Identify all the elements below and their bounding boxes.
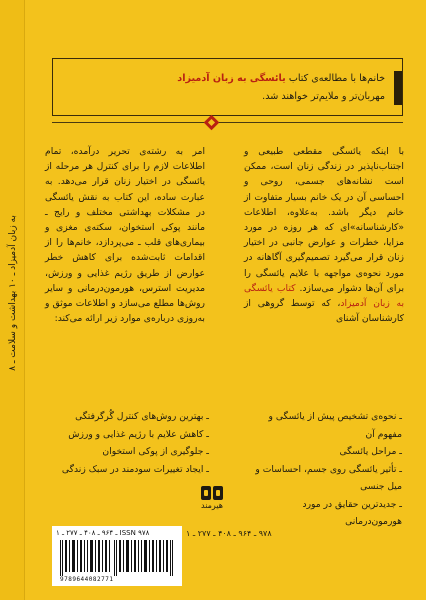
barcode-area	[52, 526, 402, 586]
header-line1-prefix: خانم‌ها با مطالعه‌ی کتاب	[288, 73, 385, 84]
barcode-digits: 9789644082771	[60, 576, 114, 583]
topics-list-left	[54, 408, 209, 478]
header-quote-text	[70, 70, 385, 106]
publisher-name: هیرمند	[201, 501, 223, 510]
header-book-title: یائسگی به زبان آدمیزاد	[177, 73, 286, 84]
topics-list-right	[244, 408, 402, 531]
list-item: ـ جلوگیری از پوکی استخوان	[102, 446, 209, 457]
publisher-logo	[197, 486, 227, 510]
isbn-info-row: ۹۷۸ ـ ۹۶۴ ـ ۴۰۸ ـ ۲۷۷ ـ ۱	[186, 529, 272, 538]
barcode-label	[52, 526, 182, 586]
barcode-icon	[58, 540, 176, 576]
section-divider	[52, 122, 403, 123]
list-item: ـ تأثیر یائسگی روی جسم، احساسات و میل جنسی	[255, 463, 402, 492]
list-item: ـ کاهش علایم با رژیم غذایی و ورزش	[68, 428, 209, 440]
publisher-logo-icon	[201, 486, 223, 500]
body-book-title: کتاب یائسگی به زبان آدمیزاد	[244, 282, 404, 310]
list-item: ـ ایجاد تغییرات سودمند در سبک زندگی	[61, 463, 209, 475]
header-line2: مهربان‌تر و ملایم‌تر خواهند شد.	[262, 91, 385, 102]
body-paragraph-2: ، که توسط گروهی از کارشناسان آشنای	[244, 298, 404, 325]
spine	[0, 0, 25, 600]
spine-series-text: به زبان آدمیزاد ـ ۱۰ بهداشت و سلامت ـ ۸	[8, 215, 18, 371]
header-quote-box	[52, 58, 403, 116]
list-item: ـ نحوه‌ی تشخیص پیش از یائسگی و مفهوم آن	[268, 411, 402, 440]
body-paragraph-1: با اینکه یائسگی مقطعی طبیعی و اجتناب‌ناپذیر در زندگی زنان است، ممکن است نشانه‌های جسمی، روحی و احساسی آن در یک خانم بسیار متفاوت از خانم دیگر باشد. به‌علاوه، اطلاعات «کارشناسانه»ای که هر روزه در مورد مزایا، خطرات و عوارض جانبی در اختیار زنان قرار می‌گیرد تصمیم‌گیری آگاهانه در مورد نحوه‌ی مواجهه با علایم یائسگی را برای آن‌ها دشوار می‌سازد.	[244, 146, 405, 294]
list-item: ـ جدیدترین حقایق در مورد هورمون‌درمانی	[302, 498, 402, 527]
list-item: ـ مراحل یائسگی	[339, 446, 402, 457]
list-item: ـ بهترین روش‌های کنترل گُرگرفتگی	[75, 411, 209, 422]
body-paragraph-3: امر به رشته‌ی تحریر درآمده، تمام اطلاعات لازم را برای کنترل هر مرحله از یائسگی در اختیار زنان قرار می‌دهد. به عبارت ساده، این کتاب به نقش یائسگی در مشکلات بهداشتی مختلف و رایج ـ مانند پوکی استخوان، سکته‌ی مغزی و بیماری‌های قلب ـ می‌پردازد، خانم‌ها را از اقدامات ثابت‌شده برای کاهش خطر عوارض از طریق رژیم غذایی و ورزش، مدیریت استرس، هورمون‌درمانی و سایر روش‌ها مطلع می‌سازد و اطلاعات موثق و به‌روزی درباره‌ی موارد زیر ارائه می‌کند:	[45, 146, 205, 325]
body-column-right	[244, 144, 404, 326]
divider-diamond-icon	[204, 115, 220, 131]
body-column-left	[45, 144, 205, 326]
isbn-text: ISSN ۹۷۸ ـ ۹۶۴ ـ ۴۰۸ ـ ۲۷۷ ـ ۱	[56, 529, 150, 537]
header-accent-bar	[394, 71, 402, 105]
